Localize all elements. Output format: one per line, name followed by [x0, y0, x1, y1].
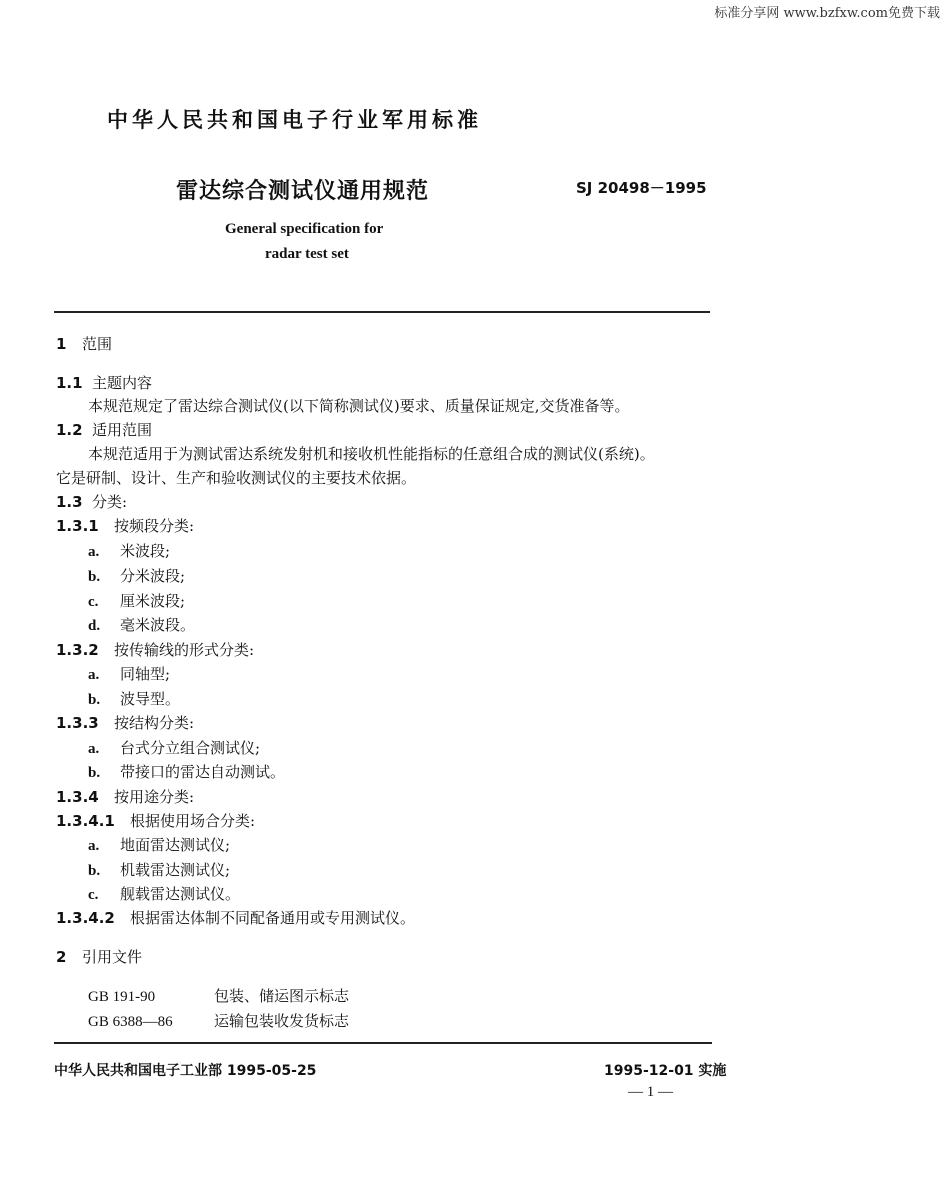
item-label: a.: [88, 544, 100, 560]
item-label: b.: [88, 765, 101, 781]
section-number: 2: [56, 948, 67, 966]
clause-title: 按用途分类:: [114, 788, 195, 806]
clause-1-2-text-2: 它是研制、设计、生产和验收测试仪的主要技术依据。: [56, 469, 417, 487]
list-item: [88, 541, 170, 562]
clause-text: 根据雷达体制不同配备通用或专用测试仪。: [130, 909, 416, 927]
header-divider: [54, 311, 710, 313]
document-title: 雷达综合测试仪通用规范: [176, 179, 430, 204]
reference-title: 运输包装收发货标志: [214, 1012, 350, 1030]
item-label: a.: [88, 667, 100, 683]
clause-number: 1.3.4.2: [56, 909, 115, 927]
clause-1-3-2-heading: [56, 640, 254, 660]
clause-title: 分类:: [92, 493, 128, 511]
item-text: 厘米波段;: [120, 592, 186, 610]
clause-number: 1.3.3: [56, 714, 99, 732]
clause-number: 1.3.4.1: [56, 812, 115, 830]
reference-code: GB 191-90: [88, 989, 156, 1005]
standard-number: SJ 20498－1995: [576, 179, 707, 197]
item-label: d.: [88, 618, 101, 634]
clause-title: 按频段分类:: [114, 517, 195, 535]
item-text: 米波段;: [120, 542, 171, 560]
list-item: [88, 615, 195, 636]
list-item: [88, 762, 285, 783]
clause-number: 1.3.1: [56, 517, 99, 535]
list-item: [88, 689, 180, 710]
item-text: 台式分立组合测试仪;: [120, 739, 261, 757]
reference-row: [88, 1011, 349, 1032]
item-label: a.: [88, 838, 100, 854]
footer-divider: [54, 1042, 712, 1044]
clause-number: 1.3.2: [56, 641, 99, 659]
clause-1-3-1-heading: [56, 516, 194, 536]
item-label: b.: [88, 569, 101, 585]
clause-title: 主题内容: [92, 374, 153, 392]
list-item: [88, 884, 240, 905]
issuer-date: 中华人民共和国电子工业部 1995-05-25: [54, 1063, 317, 1079]
clause-1-2-text-1: 本规范适用于为测试雷达系统发射机和接收机性能指标的任意组合成的测试仪(系统)。: [88, 445, 655, 463]
item-text: 波导型。: [120, 690, 181, 708]
reference-row: [88, 986, 349, 1007]
item-text: 机载雷达测试仪;: [120, 861, 231, 879]
section-2-heading: [56, 947, 142, 967]
page-number: — 1 —: [628, 1084, 673, 1100]
clause-1-3-3-heading: [56, 713, 194, 733]
english-title-line-1: General specification for: [225, 221, 384, 237]
clause-1-1-heading: [56, 373, 152, 393]
clause-title: 按结构分类:: [114, 714, 195, 732]
item-label: c.: [88, 887, 99, 903]
section-1-heading: [56, 334, 112, 354]
section-number: 1: [56, 335, 67, 353]
clause-1-3-4-2: [56, 908, 415, 928]
item-text: 毫米波段。: [120, 616, 196, 634]
list-item: [88, 860, 230, 881]
clause-1-2-heading: [56, 420, 152, 440]
item-text: 地面雷达测试仪;: [120, 836, 231, 854]
clause-number: 1.2: [56, 421, 83, 439]
standard-header: 中华人民共和国电子行业军用标准: [107, 108, 482, 132]
watermark: 标准分享网 www.bzfxw.com免费下载: [714, 6, 940, 21]
clause-1-1-text: 本规范规定了雷达综合测试仪(以下简称测试仪)要求、质量保证规定,交货准备等。: [88, 397, 630, 415]
item-label: a.: [88, 741, 100, 757]
item-text: 舰载雷达测试仪。: [120, 885, 241, 903]
item-label: c.: [88, 594, 99, 610]
effective-date: 1995-12-01 实施: [604, 1063, 727, 1079]
list-item: [88, 664, 170, 685]
section-title: 范围: [82, 335, 113, 353]
item-label: b.: [88, 692, 101, 708]
clause-title: 按传输线的形式分类:: [114, 641, 255, 659]
clause-1-3-4-1-heading: [56, 811, 255, 831]
reference-title: 包装、储运图示标志: [214, 987, 350, 1005]
clause-number: 1.3: [56, 493, 83, 511]
list-item: [88, 835, 230, 856]
list-item: [88, 738, 260, 759]
item-text: 带接口的雷达自动测试。: [120, 763, 286, 781]
reference-code: GB 6388—86: [88, 1014, 173, 1030]
clause-1-3-4-heading: [56, 787, 194, 807]
list-item: [88, 591, 185, 612]
item-text: 同轴型;: [120, 665, 171, 683]
list-item: [88, 566, 185, 587]
clause-title: 根据使用场合分类:: [130, 812, 256, 830]
section-title: 引用文件: [82, 948, 143, 966]
item-text: 分米波段;: [120, 567, 186, 585]
clause-number: 1.1: [56, 374, 83, 392]
clause-title: 适用范围: [92, 421, 153, 439]
clause-number: 1.3.4: [56, 788, 99, 806]
english-title-line-2: radar test set: [265, 246, 349, 262]
item-label: b.: [88, 863, 101, 879]
clause-1-3-heading: [56, 492, 127, 512]
